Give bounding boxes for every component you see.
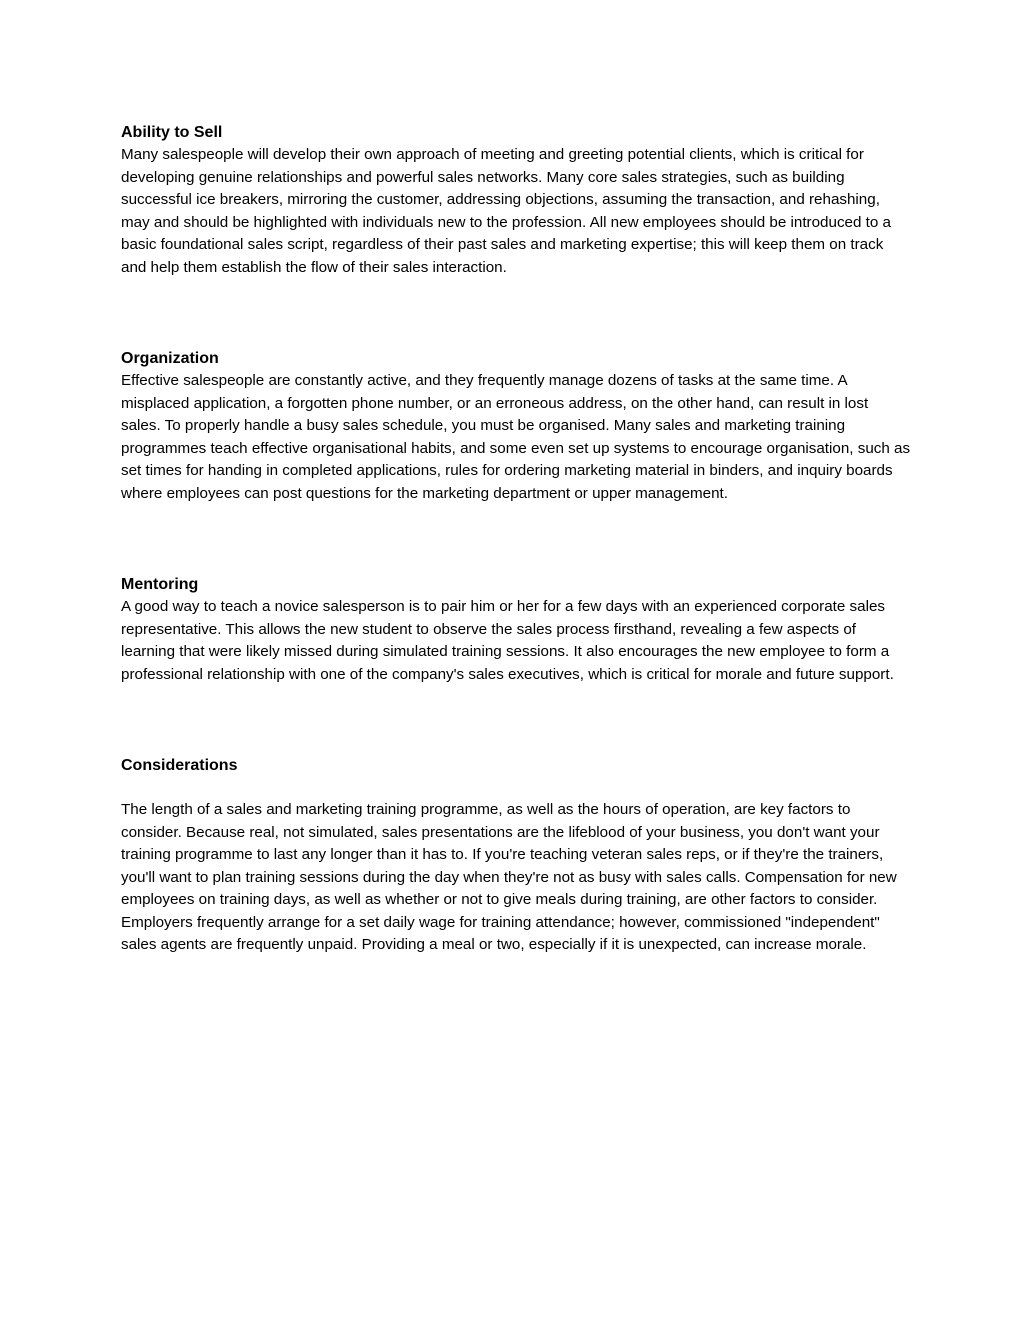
- section-mentoring: [121, 573, 911, 686]
- section-heading: Ability to Sell: [121, 124, 223, 141]
- section-ability-to-sell: [121, 121, 911, 279]
- section-spacer: [121, 686, 911, 754]
- document-page: [121, 121, 911, 957]
- blank-line: [121, 777, 911, 799]
- section-paragraph: A good way to teach a novice salesperson is to pair him or her for a few days with an experienced corporate sales representative. This allows the new student to observe the sales process firsthand, revealing a few aspects of learning that were likely missed during simulated training sessions. It also encourages the new employee to form a professional relationship with one of the company's sales executives, which is critical for morale and future support.: [121, 598, 894, 683]
- section-heading: Organization: [121, 350, 219, 367]
- section-paragraph: Effective salespeople are constantly active, and they frequently manage dozens of tasks at the same time. A misplaced application, a forgotten phone number, or an erroneous address, on the other hand, can result in lost sales. To properly handle a busy sales schedule, you must be organised. Many sales and marketing training programmes teach effective organisational habits, and some even set up systems to encourage organisation, such as set times for handing in completed applications, rules for ordering marketing material in binders, and inquiry boards where employees can post questions for the marketing department or upper management.: [121, 372, 911, 502]
- section-considerations: [121, 754, 911, 957]
- section-spacer: [121, 505, 911, 573]
- section-spacer: [121, 279, 911, 347]
- section-heading: Mentoring: [121, 576, 199, 593]
- section-organization: [121, 347, 911, 505]
- section-paragraph: Many salespeople will develop their own approach of meeting and greeting potential clients, which is critical for developing genuine relationships and powerful sales networks. Many core sales strategies, such as building successful ice breakers, mirroring the customer, addressing objections, assuming the transaction, and rehashing, may and should be highlighted with individuals new to the profession. All new employees should be introduced to a basic foundational sales script, regardless of their past sales and marketing expertise; this will keep them on track and help them establish the flow of their sales interaction.: [121, 146, 891, 276]
- section-heading: Considerations: [121, 757, 238, 774]
- section-paragraph: The length of a sales and marketing training programme, as well as the hours of operation, are key factors to consider. Because real, not simulated, sales presentations are the lifeblood of your business, you don't want your training programme to last any longer than it has to. If you're teaching veteran sales reps, or if they're the trainers, you'll want to plan training sessions during the day when they're not as busy with sales calls. Compensation for new employees on training days, as well as whether or not to give meals during training, are other factors to consider. Employers frequently arrange for a set daily wage for training attendance; however, commissioned "independent" sales agents are frequently unpaid. Providing a meal or two, especially if it is unexpected, can increase morale.: [121, 801, 897, 953]
